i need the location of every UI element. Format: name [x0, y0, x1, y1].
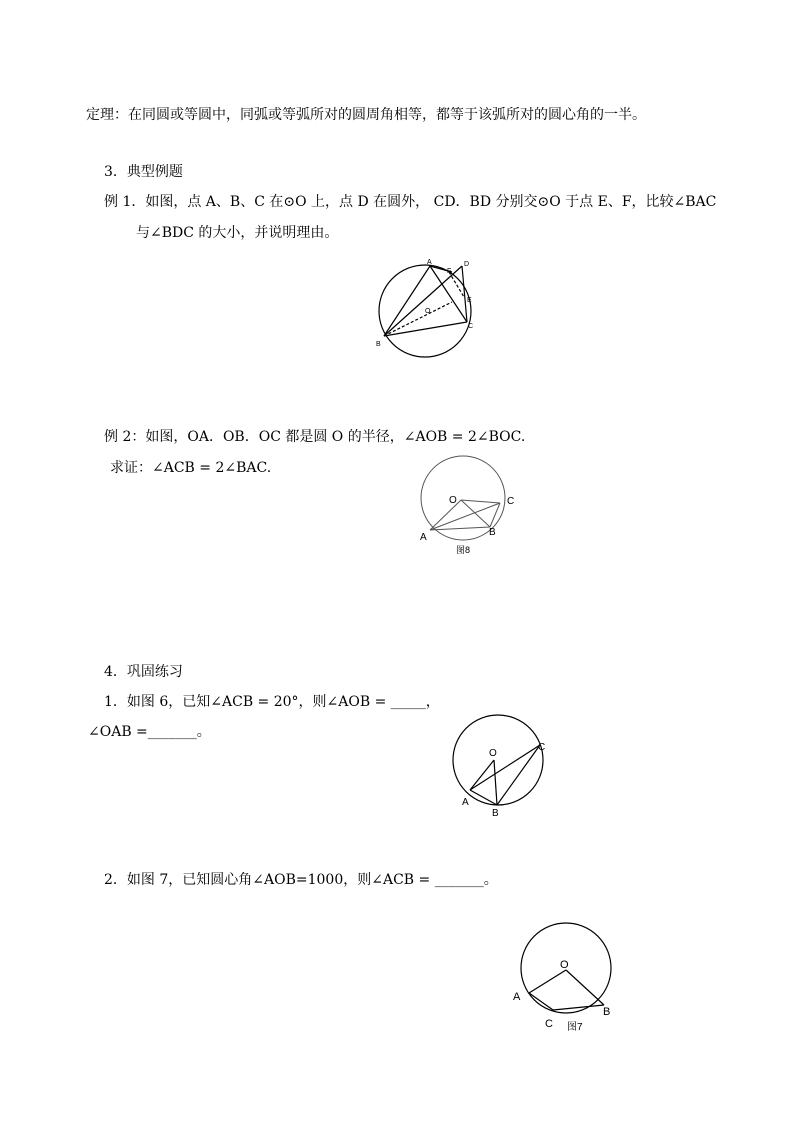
exercise-2-label-a: A	[513, 991, 521, 1003]
example-2-label-a: A	[420, 532, 427, 543]
section-4-heading: 4．巩固练习	[104, 664, 183, 680]
exercise-2-caption: 图7	[567, 1022, 583, 1033]
exercise-2-line-1: 2．如图 7，已知圆心角∠AOB=1000，则∠ACB = _______。	[104, 872, 498, 888]
exercise-1-label-b: B	[492, 808, 499, 819]
example-1-line-1: 例 1．如图，点 A、B、C 在⊙O 上，点 D 在圆外， CD．BD 分别交⊙O 于点 E、F，比较∠BAC	[104, 194, 717, 210]
theorem-text: 定理：在同圆或等圆中，同弧或等弧所对的圆周角相等，都等于该弧所对的圆心角的一半。	[86, 107, 646, 123]
example-2-line-2: 求证：∠ACB = 2∠BAC.	[110, 460, 272, 476]
example-2-label-o: O	[449, 495, 457, 506]
exercise-2-label-c: C	[545, 1018, 553, 1030]
example-1-label-a: A	[427, 259, 432, 266]
example-2-line-1: 例 2：如图，OA．OB．OC 都是圆 O 的半径，∠AOB = 2∠BOC.	[104, 429, 526, 445]
example-1-label-o: O	[425, 308, 431, 315]
example-2-label-c: C	[507, 496, 515, 507]
exercise-1-label-a: A	[462, 797, 469, 808]
section-3-heading: 3．典型例题	[104, 164, 183, 180]
example-2-label-b: B	[489, 527, 496, 538]
exercise-1-label-c: C	[538, 742, 546, 753]
exercise-1-line-2: ∠OAB =_______。	[88, 724, 211, 740]
example-1-label-c: C	[468, 323, 474, 330]
example-1-label-e: E	[467, 297, 472, 304]
example-1-label-f: F	[447, 268, 452, 275]
example-1-label-d: D	[464, 261, 470, 268]
example-1-label-b: B	[376, 341, 381, 348]
exercise-2-label-b: B	[603, 1006, 611, 1018]
exercise-1-label-o: O	[489, 748, 497, 759]
exercise-1-line-1: 1．如图 6，已知∠ACB = 20°，则∠AOB = _____，	[104, 694, 440, 710]
example-2-caption: 图8	[456, 545, 471, 555]
exercise-2-label-o: O	[560, 959, 569, 971]
example-1-line-2: 与∠BDC 的大小，并说明理由。	[136, 225, 339, 241]
